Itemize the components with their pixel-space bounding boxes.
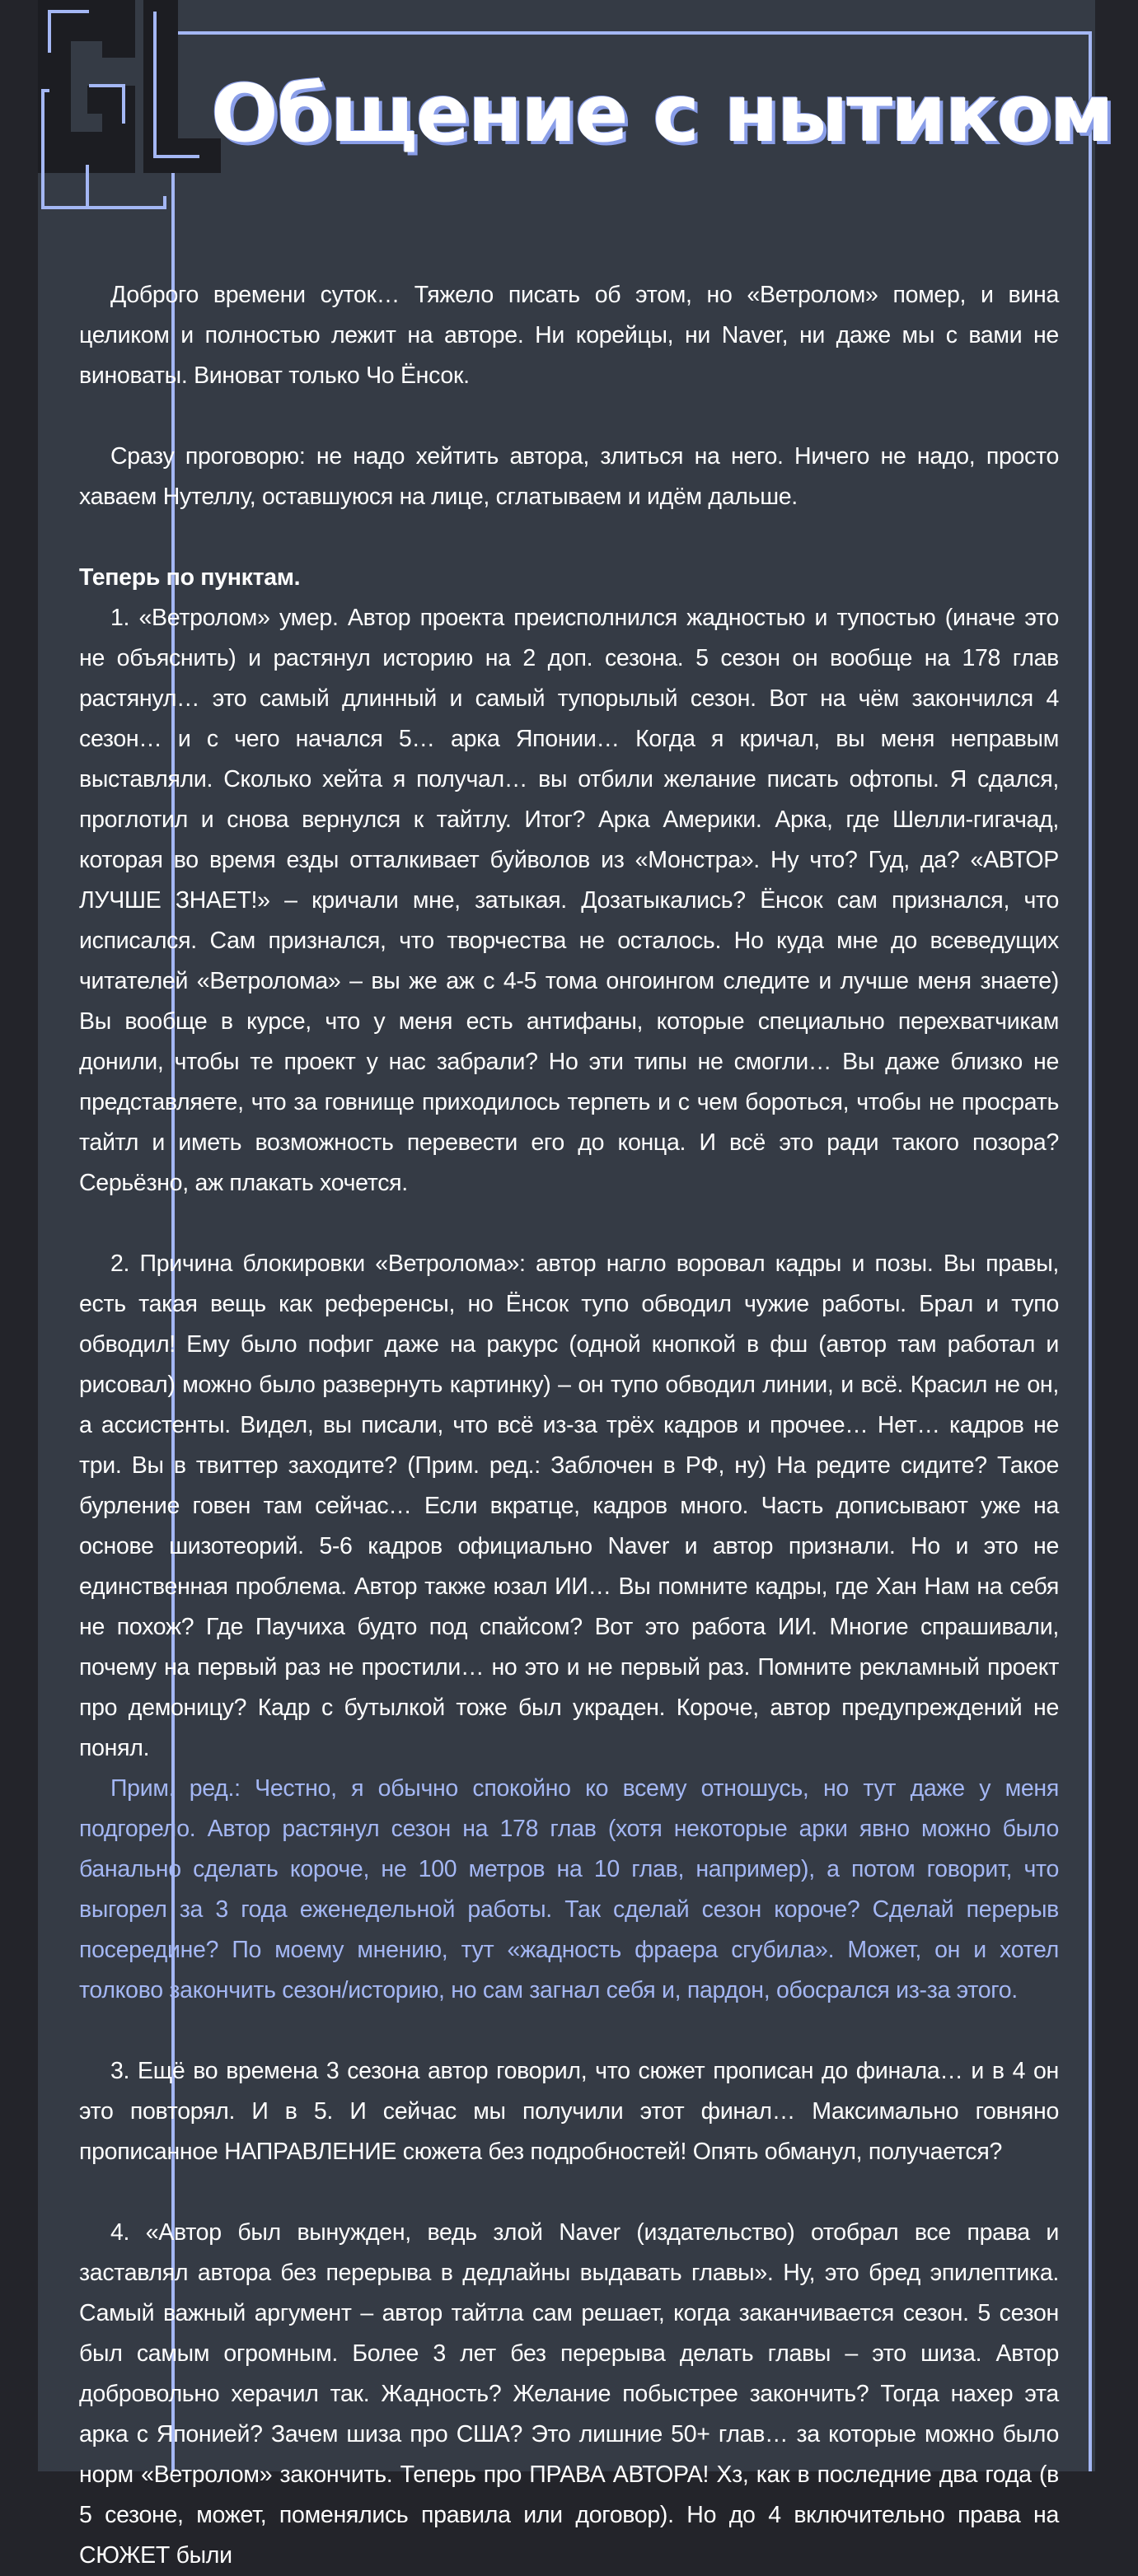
editor-note-paragraph: Прим. ред.: Честно, я обычно спокойно ко всему отношусь, но тут даже у меня подгорело. Автор растянул сезон на 178 глав (хотя некоторые арки явно можно было банально сделать короче, не 100 метров на 10 глав, например), а потом говорит, что выгорел за 3 года еженедельной работы. Так сделай сезон короче? Сделай перерыв посередине? По моему мнению, тут «жадность фраера сгубила». Может, он и хотел толково закончить сезон/историю, но сам загнал себя и, пардон, обосрался из-за этого. bbox=[79, 1775, 1059, 2003]
warning-paragraph: Сразу проговорю: не надо хейтить автора, злиться на него. Ничего не надо, просто хаваем Нутеллу, оставшуюся на лице, сглатываем и идём дальше. bbox=[79, 443, 1059, 510]
point-1-paragraph: 1. «Ветролом» умер. Автор проекта преисполнился жадностью и тупостью (иначе это не объяснить) и растянул историю на 2 доп. сезона. 5 сезон он вообще на 178 глав растянул… это самый длинный и самый тупорылый сезон. Вот на чём закончился 4 сезон… и с чего начался 5… арка Японии… Когда я кричал, вы меня неправым выставляли. Сколько хейта я получал… вы отбили желание писать офтопы. Я сдался, проглотил и снова вернулся к тайтлу. Итог? Арка Америки. Арка, где Шелли-гигачад, которая во время езды отталкивает буйволов из «Монстра». Ну что? Гуд, да? «АВТОР ЛУЧШЕ ЗНАЕТ!» – кричали мне, затыкая. Дозатыкались? Ёнсок сам признался, что исписался. Сам признался, что творчества не осталось. Но куда мне до всеведущих читателей «Ветролома» – вы же аж с 4-5 тома онгоингом следите и лучше меня знаете) Вы вообще в курсе, что у меня есть антифаны, которые специально перехватчикам донили, чтобы те проект у нас забрали? Но эти типы не смогли… Вы даже близко не представляете, что за говнище приходилось терпеть и с чем бороться, чтобы не просрать тайтл и иметь возможность перевести его до конца. И всё это ради такого позора? Серьёзно, аж плакать хочется. bbox=[79, 605, 1059, 1196]
point-3-paragraph: 3. Ещё во времена 3 сезона автор говорил, что сюжет прописан до финала… и в 4 он это повторял. И в 5. И сейчас мы получили этот финал… Максимально говняно прописанное НАПРАВЛЕНИЕ сюжета без подробностей! Опять обманул, получается? bbox=[79, 2058, 1059, 2165]
intro-paragraph: Доброго времени суток… Тяжело писать об этом, но «Ветролом» помер, и вина целиком и полностью лежит на авторе. Ни корейцы, ни Naver, ни даже мы с вами не виноваты. Виноват только Чо Ёнсок. bbox=[79, 282, 1059, 389]
gl-logo-icon bbox=[38, 0, 227, 211]
point-4-paragraph: 4. «Автор был вынужден, ведь злой Naver (издательство) отобрал все права и заставлял автора без перерыва в дедлайны выдавать главы». Ну, это бред эпилептика. Самый важный аргумент – автор тайтла сам решает, когда заканчивается сезон. 5 сезон был самым огромным. Более 3 лет без перерыва делать главы – это шиза. Автор добровольно херачил так. Жадность? Желание побыстрее закончить? Тогда нахер эта арка с Японией? Зачем шиза про США? Это лишние 50+ глав… за которые можно было норм «Ветролом» закончить. Теперь про ПРАВА АВТОРА! Хз, как в последние два года (в 5 сезоне, может, поменялись правила или договор). Но до 4 включительно права на СЮЖЕТ были bbox=[79, 2219, 1059, 2569]
points-heading: Теперь по пунктам. bbox=[79, 564, 301, 591]
page-title: Общение с нытиком bbox=[211, 68, 1112, 160]
point-2-paragraph: 2. Причина блокировки «Ветролома»: автор нагло воровал кадры и позы. Вы правы, есть такая вещь как референсы, но Ёнсок тупо обводил чужие работы. Брал и тупо обводил! Ему было пофиг даже на ракурс (одной кнопкой в фш (автор там работал и рисовал) можно было развернуть картинку) – он тупо обводил линии, и всё. Красил не он, а ассистенты. Видел, вы писали, что всё из-за трёх кадров и прочее… Нет… кадров не три. Вы в твиттер заходите? (Прим. ред.: Заблочен в РФ, ну) На редите сидите? Такое бурление говен там сейчас… Если вкратце, кадров много. Часть дописывают уже на основе шизотеорий. 5-6 кадров официально Naver и автор признали. Но и это не единственная проблема. Автор также юзал ИИ… Вы помните кадры, где Хан Нам на себя не похож? Где Паучиха будто под спайсом? Вот это работа ИИ. Многие спрашивали, почему на первый раз не простили… но это и не первый раз. Помните рекламный проект про демоницу? Кадр с бутылкой тоже был украден. Короче, автор предупреждений не понял. bbox=[79, 1251, 1059, 1761]
article-body bbox=[79, 275, 1059, 2576]
